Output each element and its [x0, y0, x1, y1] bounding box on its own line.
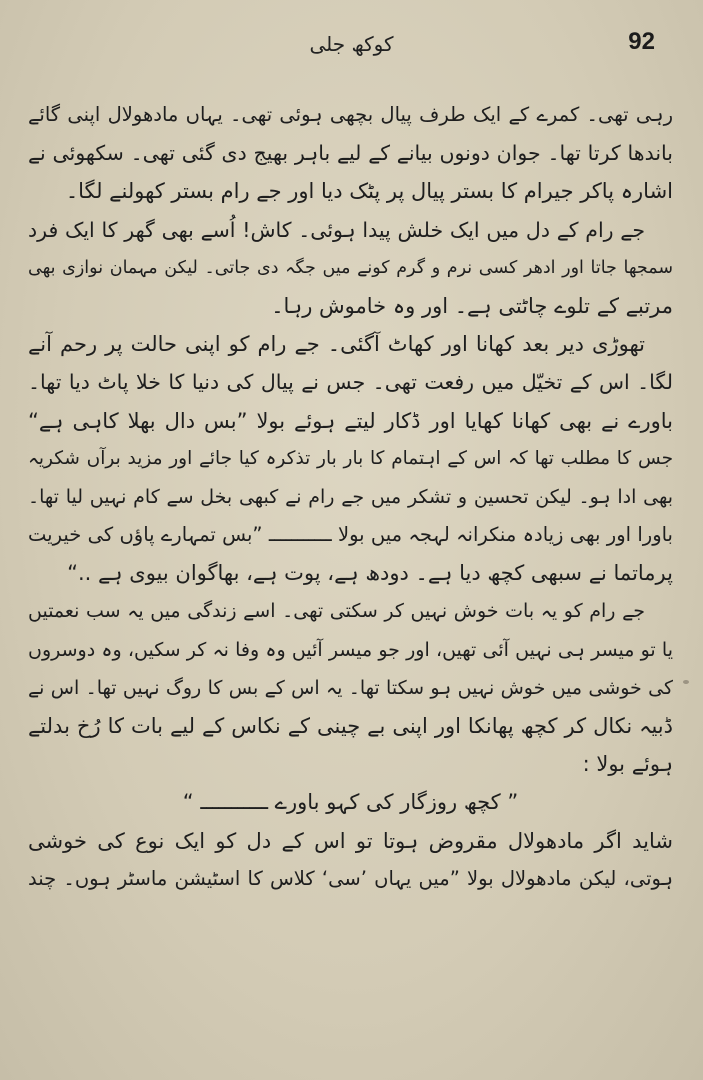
- text-line: ہوتی، لیکن مادھولال بولا ”میں یہاں ’سی‘ کلاس کا اسٹیشن ماسٹر ہوں۔ چند: [28, 866, 673, 890]
- page-number: 92: [628, 28, 655, 55]
- text-line: ” کچھ روزگار کی کہو باورے ـــــــــــ “: [182, 790, 519, 815]
- text-line: باندھا کرتا تھا۔ جوان دونوں بیانے کے لیے باہر بھیج دی گئی تھی۔ سکھوئی نے: [28, 141, 673, 166]
- text-line: ڈبیہ نکال کر کچھ پھانکا اور اپنی بے چینی کے نکاس کے لیے بات کا رُخ بدلتے: [28, 714, 673, 738]
- page-header: [0, 28, 703, 68]
- body-text: [28, 96, 673, 898]
- text-line: پرماتما نے سبھی کچھ دیا ہے۔ دودھ ہے، پوت ہے، بھاگوان بیوی ہے ..“: [67, 561, 673, 586]
- text-line: شاید اگر مادھولال مقروض ہوتا تو اس کے دل کو ایک نوع کی خوشی: [28, 828, 673, 853]
- text-line: یا تو میسر ہی نہیں آئی تھیں، اور جو میسر آئیں وہ وفا نہ کر سکیں، وہ دوسروں: [28, 638, 673, 661]
- text-line: جس کا مطلب تھا کہ اس کے اہتمام کا بار بار تذکرہ کیا جائے اور مزید برآں شکریہ: [28, 447, 673, 469]
- text-line: اشارہ پاکر جیرام کا بستر پیال پر پٹک دیا اور جے رام بستر کھولنے لگا۔: [65, 179, 673, 204]
- text-line: رہی تھی۔ کمرے کے ایک طرف پیال بچھی ہوئی تھی۔ یہاں مادھولال اپنی گائے: [28, 103, 673, 126]
- text-line: باورا اور بھی زیادہ منکرانہ لہجہ میں بولا ـــــــــــ ”بس تمہارے پاؤں کی خیریت: [28, 523, 673, 547]
- text-line: بھی ادا ہو۔ لیکن تحسین و تشکر میں جے رام نے کبھی بخل سے کام نہیں لیا تھا۔: [28, 485, 673, 508]
- text-line: جے رام کو یہ بات خوش نہیں کر سکتی تھی۔ اسے زندگی میں یہ سب نعمتیں: [28, 600, 645, 623]
- text-line: جے رام کے دل میں ایک خلش پیدا ہوئی۔ کاش! اُسے بھی گھر کا ایک فرد: [28, 217, 645, 242]
- running-title: کوکھ جلی: [309, 32, 394, 56]
- paper-smudge: [683, 680, 689, 684]
- text-line: مرتبے کے تلوے چاٹتی ہے۔ اور وہ خاموش رہا۔: [271, 293, 673, 318]
- text-line: لگا۔ اس کے تخیّل میں رفعت تھی۔ جس نے پیال کی دنیا کا خلا پاٹ دیا تھا۔: [28, 370, 673, 395]
- text-line: باورے نے بھی کھانا کھایا اور ڈکار لیتے ہوئے بولا ”بس دال بھلا کاہی ہے“: [28, 408, 673, 433]
- text-line: کی خوشی میں خوش نہیں ہو سکتا تھا۔ یہ اس کے بس کا روگ نہیں تھا۔ اس نے: [28, 676, 673, 699]
- text-line: تھوڑی دیر بعد کھانا اور کھاٹ آگئی۔ جے رام کو اپنی حالت پر رحم آنے: [28, 332, 645, 357]
- text-line: سمجھا جاتا اور ادھر کسی نرم و گرم کونے میں جگہ دی جاتی۔ لیکن مہمان نوازی بھی: [28, 257, 673, 278]
- text-line: ہوئے بولا :: [582, 752, 673, 777]
